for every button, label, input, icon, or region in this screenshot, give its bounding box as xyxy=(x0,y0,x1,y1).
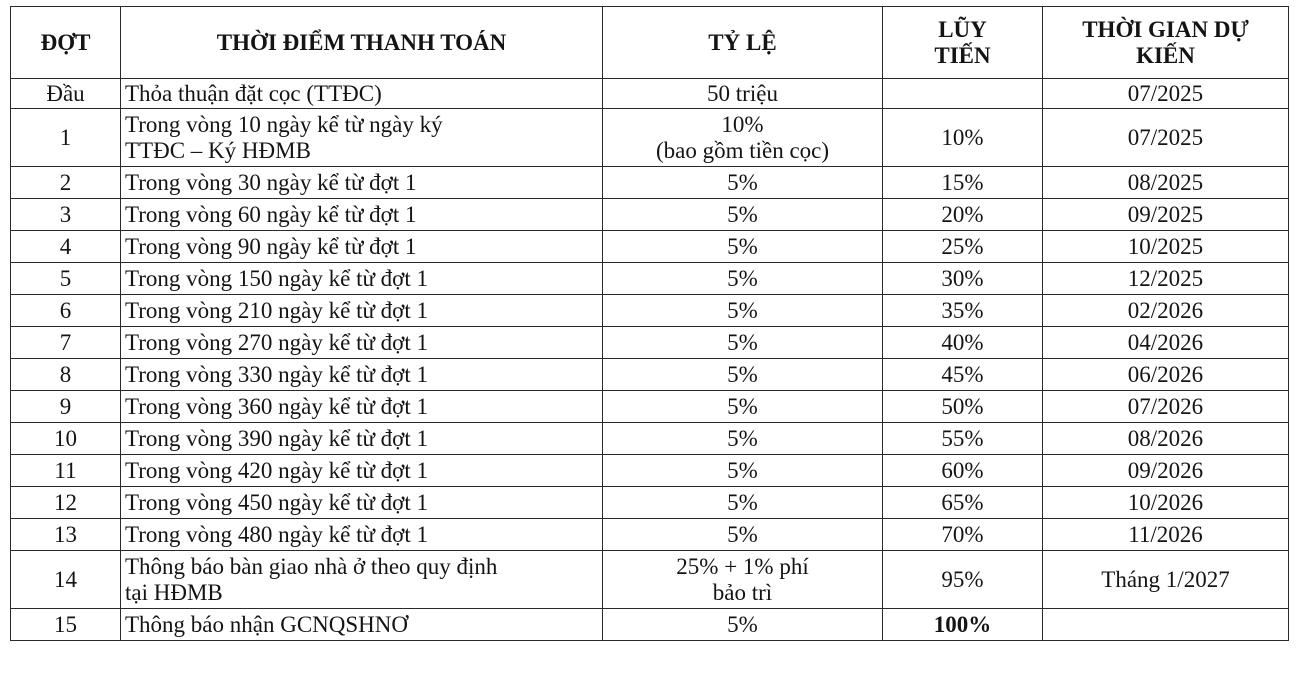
cell-dot: 8 xyxy=(11,359,121,391)
table-row xyxy=(11,79,1289,109)
cell-cumulative: 10% xyxy=(883,109,1043,167)
table-header xyxy=(11,7,1289,79)
cell-cumulative: 70% xyxy=(883,519,1043,551)
cell-rate: 5% xyxy=(603,487,883,519)
cell-cumulative: 25% xyxy=(883,231,1043,263)
cell-dot: 14 xyxy=(11,551,121,609)
cell-rate: 5% xyxy=(603,519,883,551)
cell-rate: 50 triệu xyxy=(603,79,883,109)
cell-cumulative: 55% xyxy=(883,423,1043,455)
cell-expected-time: 12/2025 xyxy=(1043,263,1289,295)
table-row xyxy=(11,199,1289,231)
cell-rate: 5% xyxy=(603,199,883,231)
cell-expected-time xyxy=(1043,609,1289,641)
table-row xyxy=(11,455,1289,487)
table-row xyxy=(11,423,1289,455)
cell-expected-time: 07/2026 xyxy=(1043,391,1289,423)
cell-cumulative: 40% xyxy=(883,327,1043,359)
table-body xyxy=(11,79,1289,641)
cell-expected-time: 10/2025 xyxy=(1043,231,1289,263)
cell-payment-time: Trong vòng 30 ngày kể từ đợt 1 xyxy=(121,167,603,199)
cell-expected-time: Tháng 1/2027 xyxy=(1043,551,1289,609)
table-row xyxy=(11,487,1289,519)
cell-payment-time: Thỏa thuận đặt cọc (TTĐC) xyxy=(121,79,603,109)
cell-payment-time: Trong vòng 90 ngày kể từ đợt 1 xyxy=(121,231,603,263)
cell-rate: 5% xyxy=(603,359,883,391)
cell-dot: 1 xyxy=(11,109,121,167)
cell-dot: Đầu xyxy=(11,79,121,109)
cell-rate: 5% xyxy=(603,327,883,359)
cell-rate: 5% xyxy=(603,609,883,641)
cell-payment-time: Trong vòng 450 ngày kể từ đợt 1 xyxy=(121,487,603,519)
cell-dot: 9 xyxy=(11,391,121,423)
cell-dot: 7 xyxy=(11,327,121,359)
cell-cumulative: 50% xyxy=(883,391,1043,423)
cell-payment-time: Trong vòng 10 ngày kể từ ngày ký TTĐC – Ký HĐMB xyxy=(121,109,603,167)
table-row xyxy=(11,109,1289,167)
cell-rate: 5% xyxy=(603,263,883,295)
cell-expected-time: 10/2026 xyxy=(1043,487,1289,519)
table-row xyxy=(11,327,1289,359)
cell-rate: 5% xyxy=(603,167,883,199)
cell-cumulative: 45% xyxy=(883,359,1043,391)
cell-expected-time: 08/2025 xyxy=(1043,167,1289,199)
cell-dot: 15 xyxy=(11,609,121,641)
table-row xyxy=(11,519,1289,551)
cell-rate: 5% xyxy=(603,423,883,455)
cell-rate: 5% xyxy=(603,391,883,423)
header-dot: ĐỢT xyxy=(11,7,121,79)
cell-rate: 25% + 1% phí bảo trì xyxy=(603,551,883,609)
header-rate: TỶ LỆ xyxy=(603,7,883,79)
cell-dot: 3 xyxy=(11,199,121,231)
cell-dot: 6 xyxy=(11,295,121,327)
cell-expected-time: 04/2026 xyxy=(1043,327,1289,359)
cell-expected-time: 02/2026 xyxy=(1043,295,1289,327)
cell-dot: 2 xyxy=(11,167,121,199)
cell-payment-time: Trong vòng 480 ngày kể từ đợt 1 xyxy=(121,519,603,551)
table-row xyxy=(11,295,1289,327)
cell-payment-time: Trong vòng 420 ngày kể từ đợt 1 xyxy=(121,455,603,487)
cell-cumulative: 15% xyxy=(883,167,1043,199)
cell-expected-time: 06/2026 xyxy=(1043,359,1289,391)
cell-payment-time: Trong vòng 390 ngày kể từ đợt 1 xyxy=(121,423,603,455)
table-row xyxy=(11,391,1289,423)
cell-payment-time: Thông báo bàn giao nhà ở theo quy định tại HĐMB xyxy=(121,551,603,609)
cell-rate: 5% xyxy=(603,231,883,263)
cell-cumulative: 60% xyxy=(883,455,1043,487)
header-payment-time: THỜI ĐIỂM THANH TOÁN xyxy=(121,7,603,79)
header-cumulative: LŨY TIẾN xyxy=(883,7,1043,79)
cell-dot: 12 xyxy=(11,487,121,519)
cell-payment-time: Trong vòng 330 ngày kể từ đợt 1 xyxy=(121,359,603,391)
cell-expected-time: 09/2026 xyxy=(1043,455,1289,487)
cell-payment-time: Trong vòng 210 ngày kể từ đợt 1 xyxy=(121,295,603,327)
cell-expected-time: 07/2025 xyxy=(1043,109,1289,167)
cell-expected-time: 11/2026 xyxy=(1043,519,1289,551)
cell-cumulative xyxy=(883,79,1043,109)
cell-cumulative: 20% xyxy=(883,199,1043,231)
table-row xyxy=(11,167,1289,199)
cell-dot: 11 xyxy=(11,455,121,487)
cell-expected-time: 09/2025 xyxy=(1043,199,1289,231)
cell-expected-time: 08/2026 xyxy=(1043,423,1289,455)
cell-payment-time: Trong vòng 360 ngày kể từ đợt 1 xyxy=(121,391,603,423)
cell-cumulative: 65% xyxy=(883,487,1043,519)
cell-dot: 10 xyxy=(11,423,121,455)
cell-cumulative: 30% xyxy=(883,263,1043,295)
cell-payment-time: Trong vòng 60 ngày kể từ đợt 1 xyxy=(121,199,603,231)
cell-payment-time: Trong vòng 150 ngày kể từ đợt 1 xyxy=(121,263,603,295)
table-row xyxy=(11,231,1289,263)
cell-rate: 5% xyxy=(603,295,883,327)
payment-schedule-table xyxy=(10,6,1289,641)
cell-cumulative: 95% xyxy=(883,551,1043,609)
cell-cumulative: 100% xyxy=(883,609,1043,641)
cell-rate: 10% (bao gồm tiền cọc) xyxy=(603,109,883,167)
header-row xyxy=(11,7,1289,79)
table-row xyxy=(11,263,1289,295)
cell-payment-time: Trong vòng 270 ngày kể từ đợt 1 xyxy=(121,327,603,359)
table-row xyxy=(11,359,1289,391)
cell-dot: 5 xyxy=(11,263,121,295)
header-expected-time: THỜI GIAN DỰ KIẾN xyxy=(1043,7,1289,79)
table-row xyxy=(11,609,1289,641)
cell-rate: 5% xyxy=(603,455,883,487)
cell-cumulative: 35% xyxy=(883,295,1043,327)
cell-dot: 4 xyxy=(11,231,121,263)
table-row xyxy=(11,551,1289,609)
cell-dot: 13 xyxy=(11,519,121,551)
cell-expected-time: 07/2025 xyxy=(1043,79,1289,109)
cell-payment-time: Thông báo nhận GCNQSHNƠ xyxy=(121,609,603,641)
